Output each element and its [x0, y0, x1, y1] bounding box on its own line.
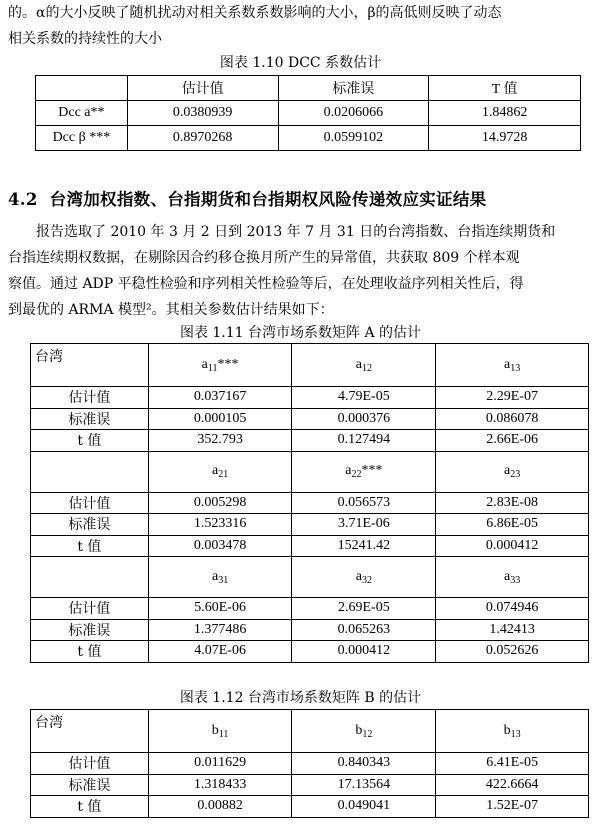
body-line: 察值。通过 ADP 平稳性检验和序列相关性检验等后，在处理收益序列相关性后，得	[8, 276, 524, 292]
table-row	[31, 514, 589, 536]
coefficient-symbol: a	[345, 463, 352, 478]
table-cell: 0.0599102	[278, 126, 429, 151]
table-row	[36, 126, 581, 151]
coefficient-header	[436, 344, 589, 387]
table-row	[31, 641, 589, 663]
dcc-table-caption: 图表 1.10 DCC 系数估计	[219, 55, 382, 71]
coefficient-header	[148, 344, 292, 387]
table-cell: 0.127494	[292, 430, 436, 452]
body-line: 报告选取了 2010 年 3 月 2 日到 2013 年 7 月 31 日的台湾指数、台指连续期货和	[36, 224, 556, 240]
coefficient-subscript: 21	[218, 469, 229, 480]
table-cell: 0.0380939	[127, 101, 278, 126]
table-row	[36, 101, 581, 126]
section-heading	[8, 186, 486, 210]
row-label: t 值	[31, 641, 149, 663]
coefficient-header	[148, 451, 292, 492]
coefficient-header	[292, 710, 436, 753]
matrix-empty-cell	[31, 451, 149, 492]
coefficient-subscript: 12	[362, 728, 373, 740]
table-cell: 0.840343	[292, 753, 436, 775]
coefficient-header	[292, 451, 436, 492]
table-cell: 17.13564	[292, 774, 436, 796]
table-cell: 0.037167	[148, 387, 292, 409]
section-title: 台湾加权指数、台指期货和台指期权风险传递效应实证结果	[49, 190, 487, 209]
table-cell: 2.83E-08	[436, 492, 589, 514]
table-cell: 15241.42	[292, 535, 436, 557]
table-header-cell: 估计值	[127, 76, 278, 101]
coefficient-header	[292, 557, 436, 598]
coefficient-header	[148, 710, 292, 753]
coefficient-symbol: a	[504, 568, 511, 584]
table-cell: 1.318433	[148, 774, 292, 796]
matrix-corner-label: 台湾	[31, 710, 149, 753]
coefficient-header	[436, 451, 589, 492]
intro-line: 的。α的大小反映了随机扰动对相关系数系数影响的大小，β的高低则反映了动态	[8, 5, 502, 21]
coefficient-subscript: 13	[510, 728, 521, 740]
table-cell: 4.07E-06	[148, 641, 292, 663]
coefficient-symbol: a	[504, 463, 511, 478]
table-row	[31, 535, 589, 557]
coefficient-header	[436, 710, 589, 753]
row-label: 估计值	[31, 387, 149, 409]
row-label: 标准误	[31, 514, 149, 536]
significance-stars: ***	[361, 463, 383, 478]
coefficient-symbol: a	[504, 356, 511, 372]
row-label: 标准误	[31, 408, 149, 430]
table-cell: 1.52E-07	[436, 796, 589, 818]
table-cell: 6.41E-05	[436, 753, 589, 775]
table-row	[31, 492, 589, 514]
significance-stars: ***	[217, 356, 239, 372]
table-cell: 1.42413	[436, 619, 589, 641]
coefficient-symbol: b	[503, 722, 511, 738]
matrix-b-caption: 图表 1.12 台湾市场系数矩阵 B 的估计	[179, 690, 422, 706]
coefficient-header	[292, 344, 436, 387]
coefficient-symbol: a	[212, 463, 219, 478]
coefficient-symbol: a	[355, 568, 362, 584]
table-cell: 0.005298	[148, 492, 292, 514]
table-row	[31, 430, 589, 452]
matrix-a-caption: 图表 1.11 台湾市场系数矩阵 A 的估计	[179, 325, 422, 341]
row-label: 估计值	[31, 492, 149, 514]
row-label: t 值	[31, 430, 149, 452]
intro-paragraph	[8, 0, 593, 52]
coefficient-subscript: 11	[207, 362, 218, 374]
table-cell: 6.86E-05	[436, 514, 589, 536]
table-cell: 3.71E-06	[292, 514, 436, 536]
matrix-empty-cell	[31, 557, 149, 598]
table-row	[31, 598, 589, 620]
table-cell: 0.000412	[292, 641, 436, 663]
body-paragraph	[8, 219, 593, 323]
coefficient-subscript: 13	[510, 362, 521, 374]
table-row	[31, 796, 589, 818]
table-row	[31, 753, 589, 775]
table-cell: 0.049041	[292, 796, 436, 818]
row-label: Dcc β ***	[36, 126, 128, 151]
row-label: 估计值	[31, 598, 149, 620]
body-line: 台指连续期权数据，在剔除因合约移仓换月所产生的异常值，共获取 809 个样本观	[8, 250, 520, 266]
table-cell: 0.000412	[436, 535, 589, 557]
table-cell: 0.000376	[292, 408, 436, 430]
table-row	[31, 619, 589, 641]
row-label: Dcc a**	[36, 101, 128, 126]
coefficient-symbol: b	[211, 722, 219, 738]
table-cell: 5.60E-06	[148, 598, 292, 620]
table-cell: 1.377486	[148, 619, 292, 641]
table-cell: 0.056573	[292, 492, 436, 514]
table-header-cell: T 值	[429, 76, 581, 101]
table-cell: 1.523316	[148, 514, 292, 536]
table-header-row	[36, 76, 581, 101]
dcc-table	[35, 75, 581, 151]
table-row	[31, 774, 589, 796]
coefficient-subscript: 33	[510, 574, 521, 586]
intro-line: 相关系数的持续性的大小	[8, 31, 162, 47]
row-label: 估计值	[31, 753, 149, 775]
table-header-cell: 标准误	[278, 76, 429, 101]
coefficient-subscript: 12	[361, 362, 372, 374]
row-label: 标准误	[31, 619, 149, 641]
coefficient-header	[148, 557, 292, 598]
table-cell: 0.011629	[148, 753, 292, 775]
body-line: 到最优的 ARMA 模型²。其相关参数估计结果如下：	[8, 302, 334, 318]
table-cell: 1.84862	[429, 101, 581, 126]
table-cell: 2.29E-07	[436, 387, 589, 409]
table-cell: 0.003478	[148, 535, 292, 557]
matrix-header-row	[31, 451, 589, 492]
matrix-header-row	[31, 344, 589, 387]
coefficient-subscript: 22	[351, 469, 362, 480]
coefficient-subscript: 31	[218, 574, 229, 586]
coefficient-symbol: a	[212, 568, 219, 584]
table-cell: 0.00882	[148, 796, 292, 818]
table-cell: 2.69E-05	[292, 598, 436, 620]
matrix-corner-label: 台湾	[31, 344, 149, 387]
coefficient-symbol: a	[201, 356, 208, 372]
table-cell: 0.0206066	[278, 101, 429, 126]
table-cell: 0.052626	[436, 641, 589, 663]
matrix-header-row	[31, 710, 589, 753]
coefficient-subscript: 32	[361, 574, 372, 586]
matrix-b-table	[30, 709, 589, 818]
table-cell: 0.8970268	[127, 126, 278, 151]
matrix-header-row	[31, 557, 589, 598]
table-cell: 352.793	[148, 430, 292, 452]
table-corner-cell	[36, 76, 128, 101]
section-number: 4.2	[8, 190, 38, 209]
row-label: 标准误	[31, 774, 149, 796]
coefficient-header	[436, 557, 589, 598]
coefficient-symbol: a	[355, 356, 362, 372]
coefficient-subscript: 23	[510, 469, 521, 480]
table-cell: 0.000105	[148, 408, 292, 430]
coefficient-subscript: 11	[218, 728, 229, 740]
table-cell: 2.66E-06	[436, 430, 589, 452]
table-cell: 0.074946	[436, 598, 589, 620]
table-cell: 422.6664	[436, 774, 589, 796]
table-row	[31, 408, 589, 430]
matrix-a-table	[30, 343, 589, 663]
table-cell: 0.065263	[292, 619, 436, 641]
coefficient-symbol: b	[355, 722, 363, 738]
table-cell: 0.086078	[436, 408, 589, 430]
table-cell: 14.9728	[429, 126, 581, 151]
row-label: t 值	[31, 535, 149, 557]
table-row	[31, 387, 589, 409]
row-label: t 值	[31, 796, 149, 818]
table-cell: 4.79E-05	[292, 387, 436, 409]
